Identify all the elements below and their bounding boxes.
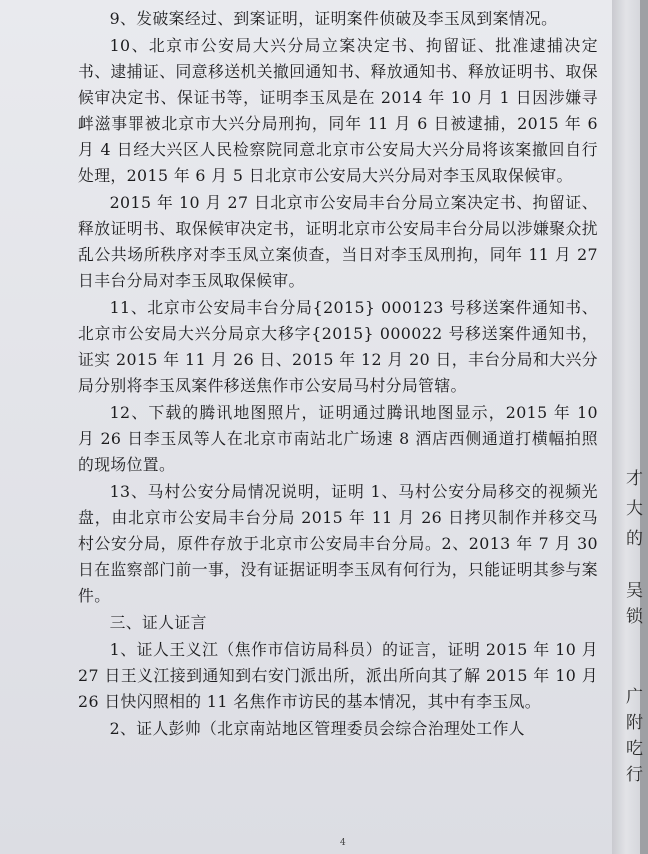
page-body	[78, 6, 598, 743]
adjacent-page-glyph: 附	[626, 713, 643, 733]
witness-2-paragraph: 2、证人彭帅（北京南站地区管理委员会综合治理处工作人	[109, 719, 525, 738]
adjacent-page-glyph: 大	[626, 499, 643, 519]
paragraph-10: 10、北京市公安局大兴分局立案决定书、拘留证、批准逮捕决定书、逮捕证、同意移送机关撤回通知书、释放通知书、释放证明书、取保候审决定书、保证书等，证明李玉凤是在 2014 年 10 月 1 日因涉嫌寻衅滋事罪被北京市大兴分局刑拘，同年 11 月 6 日被逮捕，2015 年 6 月 4 日经大兴区人民检察院同意北京市公安局大兴分局将该案撤回自行处理，2015 年 6 月 5 日北京市公安局大兴分局对李玉凤取保候审。	[78, 36, 598, 185]
section-heading-witness-testimony: 三、证人证言	[109, 613, 207, 632]
paragraph-13: 13、马村公安分局情况说明，证明 1、马村公安分局移交的视频光盘，由北京市公安局丰台分局 2015 年 11 月 26 日拷贝制作并移交马村公安分局，原件存放于北京市公安局丰台分局。2、2013 年 7 月 30 日在监察部门前一事，没有证据证明李玉凤有何行为，只能证明其参与案件。	[78, 482, 598, 605]
witness-1-paragraph: 1、证人王义江（焦作市信访局科员）的证言，证明 2015 年 10 月 27 日王义江接到通知到右安门派出所，派出所向其了解 2015 年 10 月 26 日快闪照相的 11 名焦作市访民的基本情况，其中有李玉凤。	[78, 640, 598, 711]
adjacent-page-glyph: 行	[626, 765, 643, 785]
adjacent-page-glyph: 锁	[626, 607, 643, 627]
paragraph-9: 9、发破案经过、到案证明，证明案件侦破及李玉凤到案情况。	[109, 9, 558, 28]
paragraph-11: 11、北京市公安局丰台分局{2015} 000123 号移送案件通知书、北京市公安局大兴分局京大移字{2015} 000022 号移送案件通知书，证实 2015 年 11 月 26 日、2015 年 12 月 20 日，丰台分局和大兴分局分别将李玉凤案件移送焦作市公安局马村分局管辖。	[78, 298, 598, 395]
adjacent-page-glyph: 吴	[626, 581, 643, 601]
adjacent-page-glyph: 广	[626, 687, 643, 707]
adjacent-page-edge	[612, 0, 643, 854]
adjacent-page-glyph: 才	[626, 469, 643, 489]
adjacent-page-glyph: 吃	[626, 739, 643, 759]
paragraph-10-continued: 2015 年 10 月 27 日北京市公安局丰台分局立案决定书、拘留证、释放证明书、取保候审决定书，证明北京市公安局丰台分局以涉嫌聚众扰乱公共场所秩序对李玉凤立案侦查，当日对李玉凤刑拘，同年 11 月 27 日丰台分局对李玉凤取保候审。	[78, 193, 598, 290]
paragraph-12: 12、下载的腾讯地图照片，证明通过腾讯地图显示，2015 年 10 月 26 日李玉凤等人在北京市南站北广场速 8 酒店西侧通道打横幅拍照的现场位置。	[78, 403, 598, 474]
adjacent-page-glyph: 的	[626, 529, 643, 549]
page-number: 4	[340, 838, 346, 848]
